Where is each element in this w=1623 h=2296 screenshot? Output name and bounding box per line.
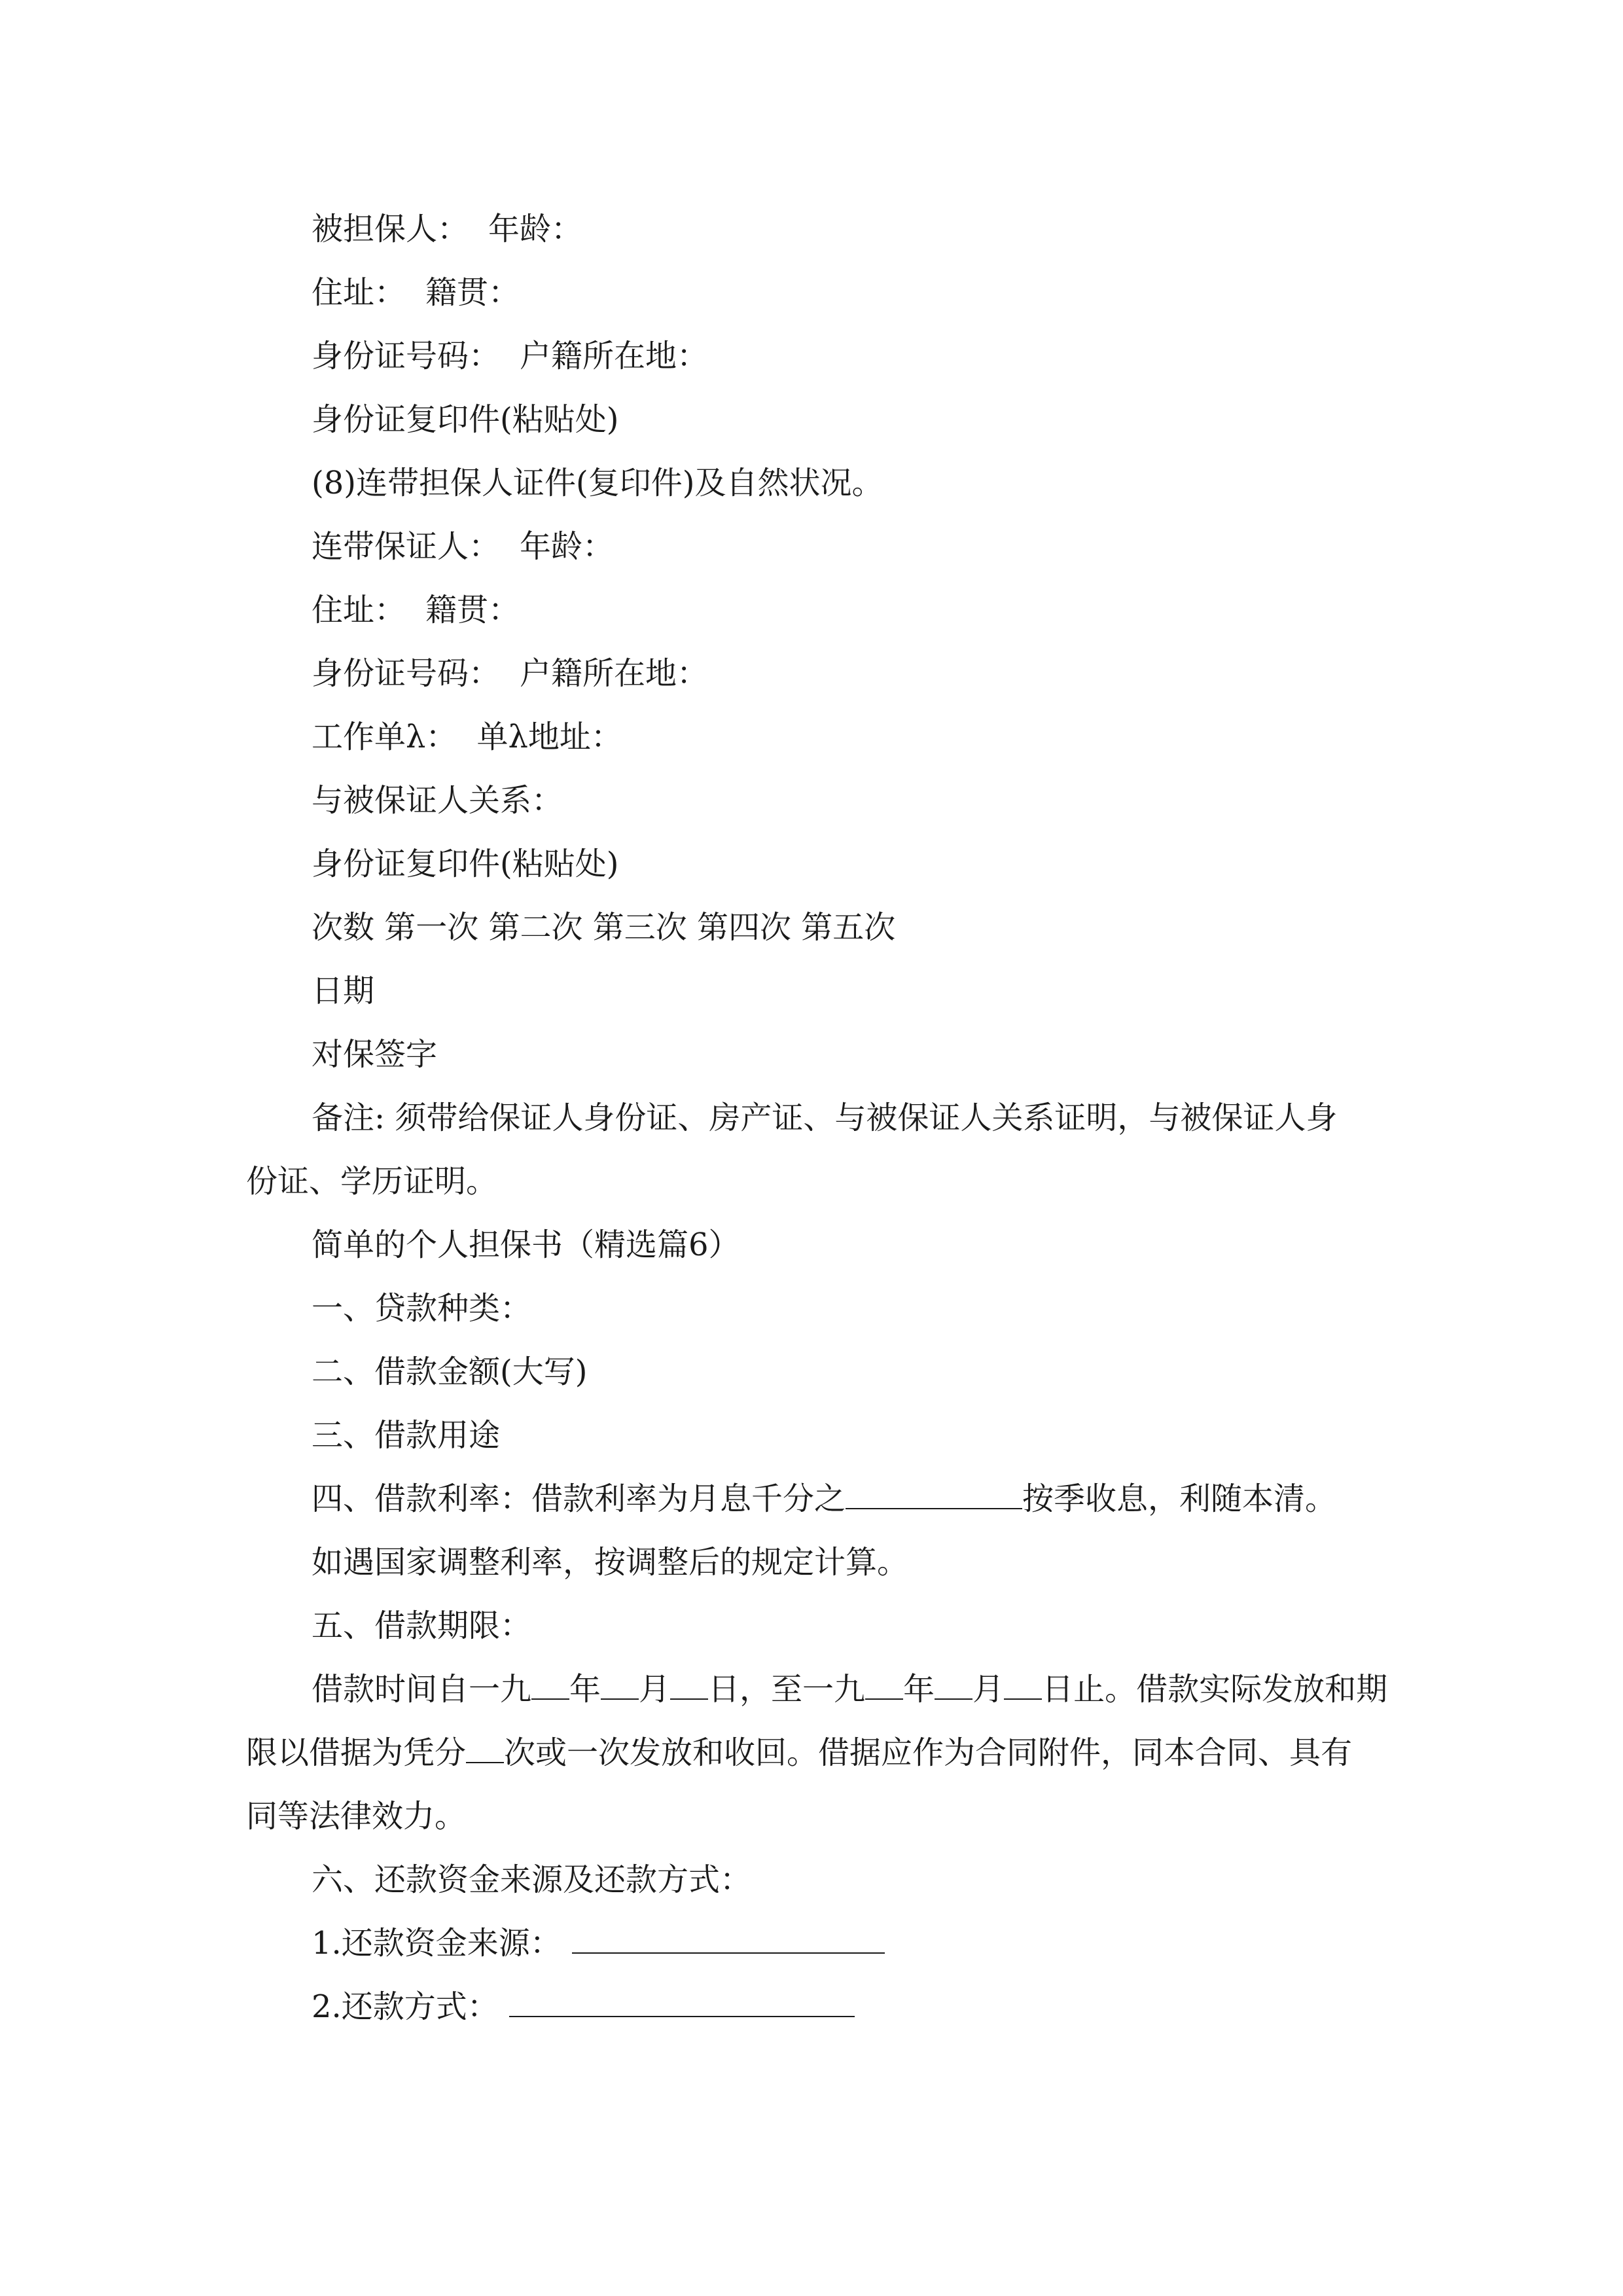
interest-rate-text: 四、借款利率：借款利率为月息千分之 [312,1480,846,1517]
installments-blank [466,1733,504,1763]
household-register-label: 户籍所在地： [520,655,709,692]
id-number-label: 身份证号码： [312,338,501,374]
receipt-text: 限以借据为凭分 [246,1734,467,1771]
id-copy-line: 身份证复印件(粘贴处) [312,846,619,882]
relationship-line: 与被保证人关系： [312,782,563,819]
repayment-source-line [312,1924,1450,1963]
native-place-label: 籍贯： [425,592,520,628]
joint-guarantor-label: 连带保证人： [312,528,501,565]
loan-purpose-line: 三、借款用途 [312,1417,501,1454]
date-row: 日期 [312,973,375,1009]
remark-line: 备注: 须带给保证人身份证、房产证、与被保证人关系证明，与被保证人身 [312,1100,1338,1136]
interest-collection-text: 按季收息，利随本清。 [1022,1480,1337,1517]
repayment-heading: 六、还款资金来源及还款方式： [312,1861,752,1898]
period-text: 借款时间自一九 [312,1671,532,1708]
remark-continuation: 份证、学历证明。 [246,1163,498,1200]
loan-type-line: 一、贷款种类： [312,1290,532,1327]
section-title: 简单的个人担保书（精选篇6） [312,1227,740,1263]
age-label: 年龄： [488,211,583,247]
year-blank [865,1670,903,1700]
loan-amount-line: 二、借款金额(大写) [312,1354,588,1390]
period-end-text: 日止。借款实际发放和期 [1042,1671,1388,1708]
day-blank [1004,1670,1042,1700]
rate-adjustment-line: 如遇国家调整利率，按调整后的规定计算。 [312,1544,909,1581]
loan-receipt-line [246,1733,1385,1772]
guaranteed-person-line [312,209,1450,249]
repayment-method-label: 2.还款方式： [312,1988,499,2025]
signature-row: 对保签字 [312,1036,438,1073]
joint-guarantor-heading: (8)连带担保人证件(复印件)及自然状况。 [312,465,883,501]
times-row: 次数 第一次 第二次 第三次 第四次 第五次 [312,909,896,946]
address-line [312,590,1450,630]
work-unit-line [312,717,1450,757]
id-copy-line: 身份证复印件(粘贴处) [312,401,619,438]
id-number-line [312,336,1450,376]
age-label: 年龄： [520,528,615,565]
month-label: 月 [972,1671,1005,1708]
address-label: 住址： [312,592,406,628]
loan-period-line [312,1670,1450,1709]
id-number-label: 身份证号码： [312,655,501,692]
repayment-method-blank [509,1987,855,2017]
guaranteed-person-label: 被担保人： [312,211,469,247]
repayment-source-blank [572,1924,885,1954]
year-label: 年 [903,1671,935,1708]
id-number-line [312,654,1450,693]
month-blank [601,1670,639,1700]
unit-address-label: 单λ地址： [476,719,622,755]
address-label: 住址： [312,274,406,311]
receipt-text-continued: 次或一次发放和收回。借据应作为合同附件，同本合同、具有 [504,1734,1353,1771]
loan-term-line: 五、借款期限： [312,1607,532,1644]
address-line [312,273,1450,312]
year-label: 年 [569,1671,601,1708]
legal-effect-line: 同等法律效力。 [246,1798,467,1835]
repayment-source-label: 1.还款资金来源： [312,1925,562,1962]
joint-guarantor-line [312,527,1450,566]
interest-rate-blank [846,1479,1022,1509]
day-blank [670,1670,708,1700]
household-register-label: 户籍所在地： [520,338,709,374]
year-blank [531,1670,569,1700]
month-label: 月 [639,1671,671,1708]
work-unit-label: 工作单λ： [312,719,457,755]
repayment-method-line [312,1987,1450,2026]
interest-rate-line [312,1479,1450,1518]
month-blank [935,1670,972,1700]
native-place-label: 籍贯： [425,274,520,311]
period-to-text: 日，至一九 [708,1671,866,1708]
